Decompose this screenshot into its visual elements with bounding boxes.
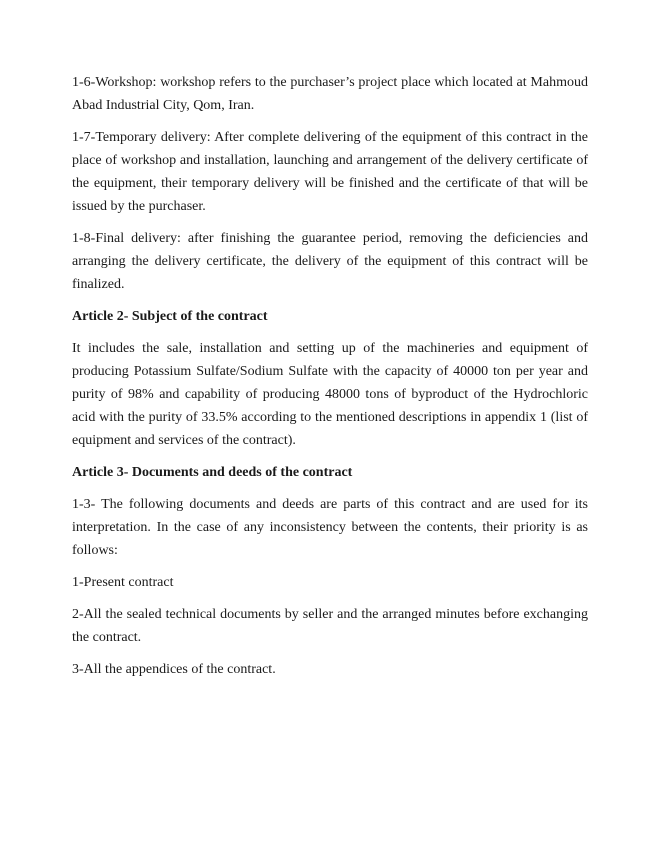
clause-1-7-temporary-delivery: 1-7-Temporary delivery: After complete delivering of the equipment of this contract in the place of workshop and installation, launching and arrangement of the delivery certificate of the equipment, their temporary delivery will be finished and the certificate of that will be issued by the purchaser.: [72, 130, 588, 214]
article-2-heading: Article 2- Subject of the contract: [72, 309, 268, 324]
article-3-heading: Article 3- Documents and deeds of the contract: [72, 465, 353, 480]
priority-item-2: 2-All the sealed technical documents by seller and the arranged minutes before exchanging the contract.: [72, 607, 588, 645]
clause-1-3-documents: 1-3- The following documents and deeds are parts of this contract and are used for its interpretation. In the case of any inconsistency between the contents, their priority is as follows:: [72, 497, 588, 558]
clause-1-6-workshop: 1-6-Workshop: workshop refers to the purchaser’s project place which located at Mahmoud Abad Industrial City, Qom, Iran.: [72, 75, 588, 113]
document-body: [72, 71, 588, 690]
priority-item-3: 3-All the appendices of the contract.: [72, 662, 276, 677]
priority-item-1: 1-Present contract: [72, 575, 174, 590]
clause-1-8-final-delivery: 1-8-Final delivery: after finishing the guarantee period, removing the deficiencies and arranging the delivery certificate, the delivery of the equipment of this contract will be finalized.: [72, 231, 588, 292]
article-2-body: It includes the sale, installation and setting up of the machineries and equipment of producing Potassium Sulfate/Sodium Sulfate with the capacity of 40000 ton per year and purity of 98% and capability of producing 48000 tons of byproduct of the Hydrochloric acid with the purity of 33.5% according to the mentioned descriptions in appendix 1 (list of equipment and services of the contract).: [72, 341, 588, 448]
